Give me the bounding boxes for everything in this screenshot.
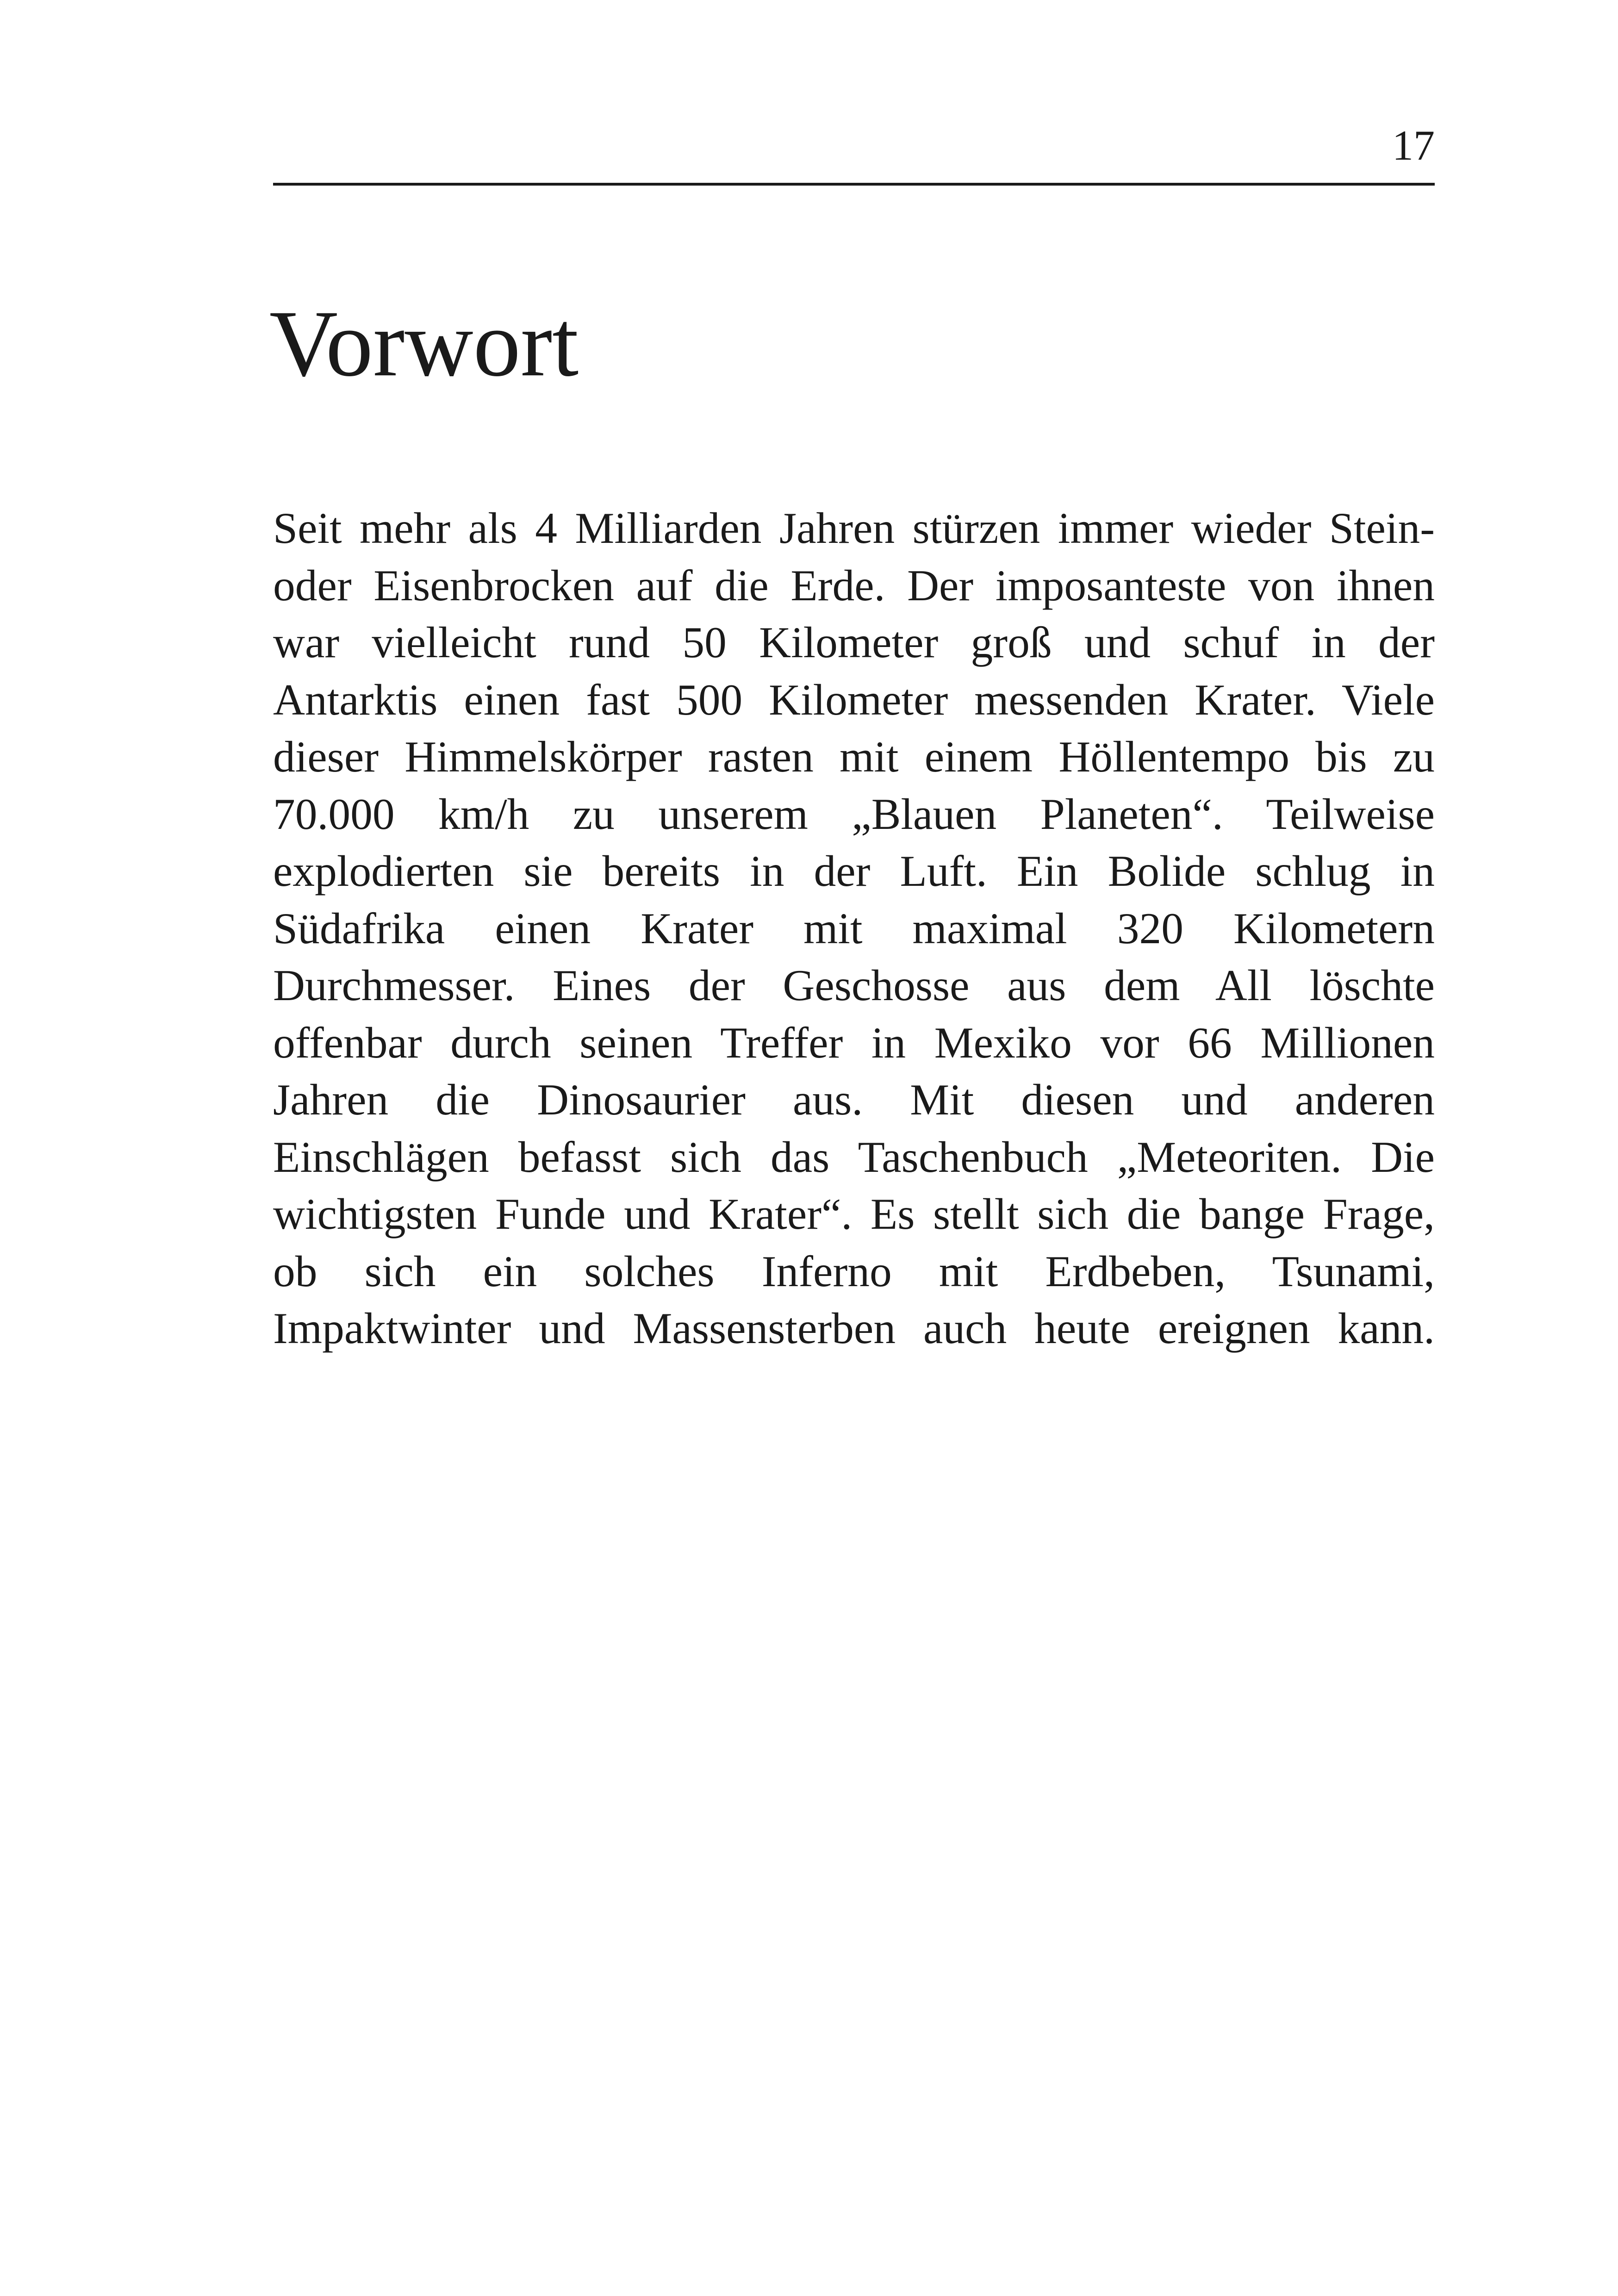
text-line: Durchmesser. Eines der Geschosse aus dem All löschte (273, 961, 1435, 1010)
text-line: explodierten sie bereits in der Luft. Ein Bolide schlug in (273, 846, 1435, 896)
text-line: Antarktis einen fast 500 Kilometer messenden Krater. Viele (273, 675, 1435, 724)
text-line: Seit mehr als 4 Milliarden Jahren stürzen immer wieder Stein- (273, 504, 1435, 553)
text-line: Impaktwinter und Massensterben auch heute ereignen kann. (273, 1304, 1435, 1353)
body-paragraph (273, 500, 1435, 1357)
text-line: oder Eisenbrocken auf die Erde. Der imposanteste von ihnen (273, 560, 1435, 610)
header-rule (273, 183, 1435, 186)
text-line: Jahren die Dinosaurier aus. Mit diesen und anderen (273, 1075, 1435, 1124)
page-number: 17 (1392, 122, 1435, 169)
text-line: war vielleicht rund 50 Kilometer groß und schuf in der (273, 618, 1435, 667)
text-line: dieser Himmelskörper rasten mit einem Höllentempo bis zu (273, 732, 1435, 781)
text-line: Einschlägen befasst sich das Taschenbuch „Meteoriten. Die (273, 1132, 1435, 1182)
text-line: Südafrika einen Krater mit maximal 320 Kilometern (273, 903, 1435, 953)
chapter-title: Vorwort (269, 291, 579, 396)
text-line: ob sich ein solches Inferno mit Erdbeben, Tsunami, (273, 1246, 1435, 1296)
text-line: 70.000 km/h zu unserem „Blauen Planeten“. Teilweise (273, 789, 1435, 839)
text-line: wichtigsten Funde und Krater“. Es stellt sich die bange Frage, (273, 1189, 1435, 1238)
text-line: offenbar durch seinen Treffer in Mexiko vor 66 Millionen (273, 1018, 1435, 1067)
